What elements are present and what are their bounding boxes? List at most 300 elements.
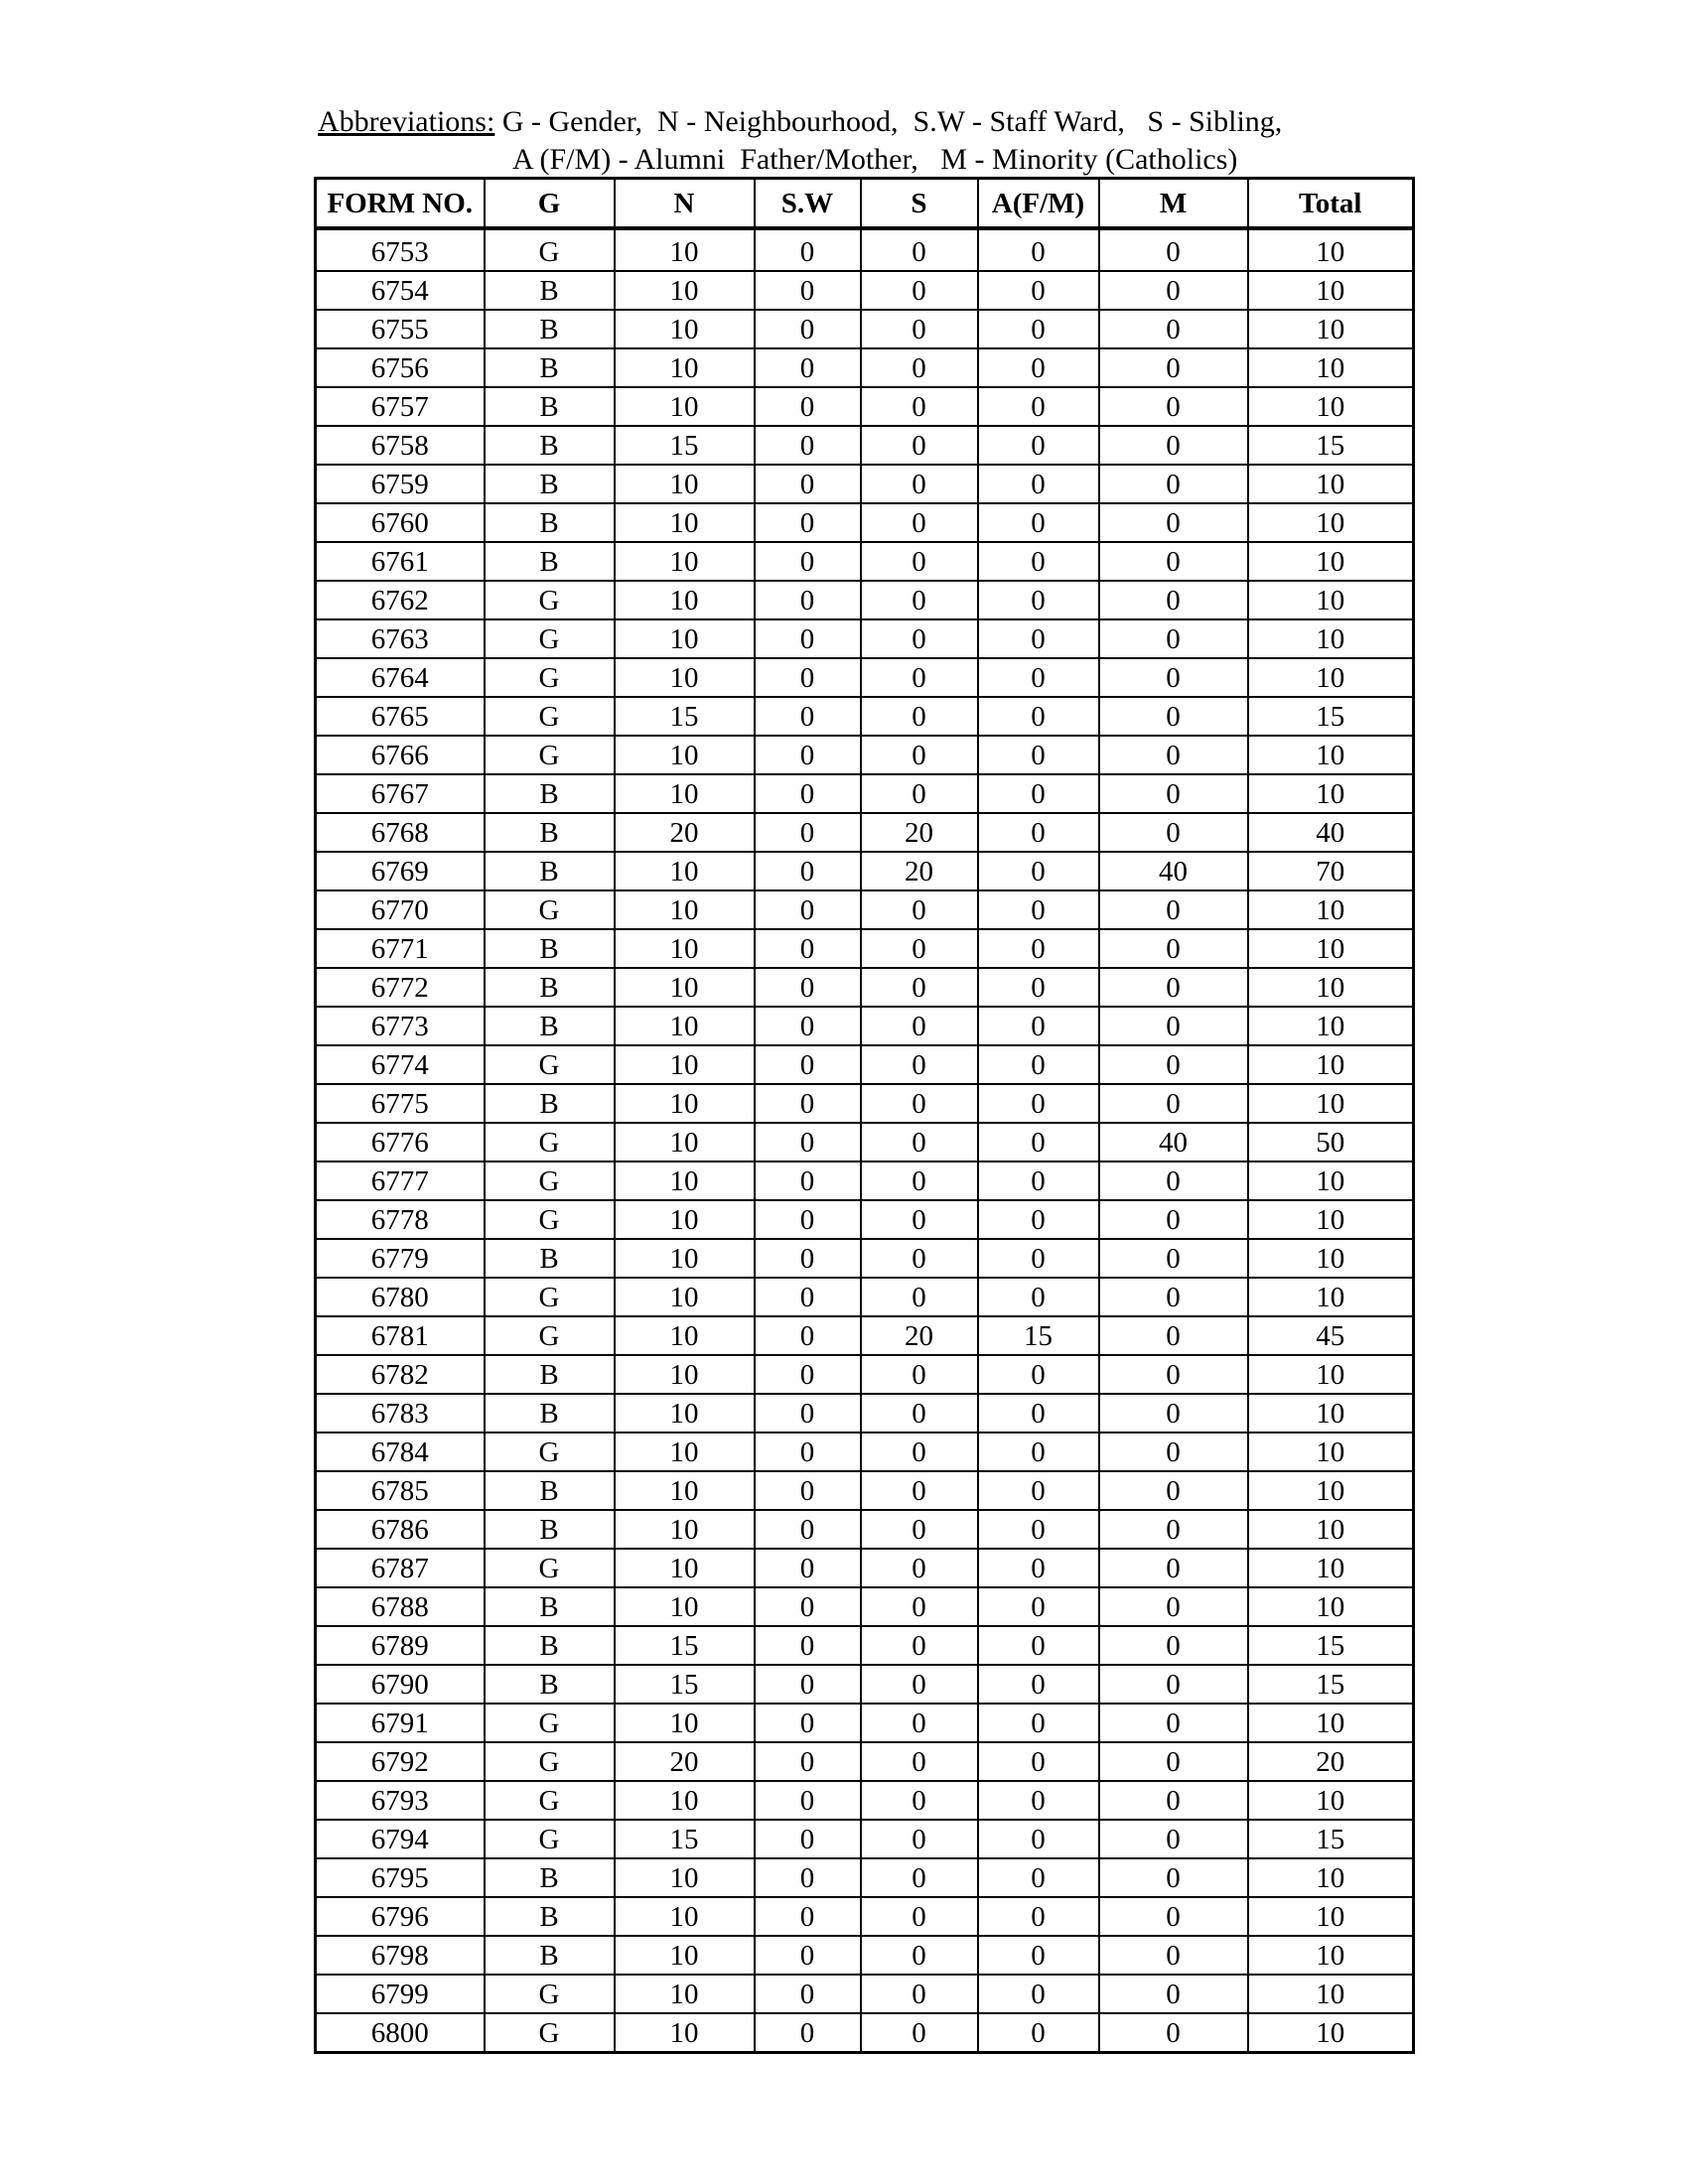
cell-form-no: 6799	[316, 1975, 485, 2013]
cell-neighbourhood: 10	[615, 2013, 755, 2053]
cell-alumni: 0	[978, 310, 1099, 348]
cell-minority: 0	[1099, 890, 1248, 929]
cell-alumni: 0	[978, 581, 1099, 619]
cell-sibling: 0	[861, 1781, 978, 1820]
cell-alumni: 0	[978, 228, 1099, 271]
cell-minority: 0	[1099, 619, 1248, 658]
cell-sibling: 20	[861, 813, 978, 852]
cell-total: 70	[1248, 852, 1414, 890]
cell-minority: 40	[1099, 852, 1248, 890]
cell-form-no: 6774	[316, 1045, 485, 1084]
cell-staff-ward: 0	[755, 852, 861, 890]
table-row	[316, 2013, 1414, 2053]
cell-gender: G	[485, 1433, 615, 1471]
cell-alumni: 0	[978, 619, 1099, 658]
table-row	[316, 774, 1414, 813]
cell-total: 10	[1248, 774, 1414, 813]
cell-staff-ward: 0	[755, 968, 861, 1007]
cell-neighbourhood: 10	[615, 1161, 755, 1200]
cell-gender: G	[485, 1975, 615, 2013]
cell-minority: 0	[1099, 426, 1248, 465]
cell-minority: 0	[1099, 736, 1248, 774]
cell-total: 10	[1248, 1897, 1414, 1936]
cell-form-no: 6759	[316, 465, 485, 503]
cell-minority: 0	[1099, 1936, 1248, 1975]
cell-total: 10	[1248, 465, 1414, 503]
cell-staff-ward: 0	[755, 1471, 861, 1510]
table-row	[316, 968, 1414, 1007]
header-minority: M	[1099, 179, 1248, 229]
table-row	[316, 697, 1414, 736]
table-body	[316, 228, 1414, 2053]
cell-staff-ward: 0	[755, 581, 861, 619]
cell-form-no: 6760	[316, 503, 485, 542]
cell-form-no: 6786	[316, 1510, 485, 1549]
cell-neighbourhood: 10	[615, 1007, 755, 1045]
cell-minority: 0	[1099, 1549, 1248, 1587]
table-row	[316, 1549, 1414, 1587]
cell-staff-ward: 0	[755, 619, 861, 658]
cell-gender: G	[485, 697, 615, 736]
cell-sibling: 0	[861, 619, 978, 658]
cell-sibling: 0	[861, 1549, 978, 1587]
cell-gender: B	[485, 1936, 615, 1975]
cell-form-no: 6754	[316, 271, 485, 310]
cell-total: 10	[1248, 890, 1414, 929]
cell-staff-ward: 0	[755, 1316, 861, 1355]
cell-sibling: 0	[861, 697, 978, 736]
cell-staff-ward: 0	[755, 1433, 861, 1471]
abbreviations-text-1: G - Gender, N - Neighbourhood, S.W - Staff Ward, S - Sibling,	[494, 105, 1283, 138]
cell-staff-ward: 0	[755, 1897, 861, 1936]
cell-form-no: 6761	[316, 542, 485, 581]
cell-alumni: 0	[978, 465, 1099, 503]
table-row	[316, 852, 1414, 890]
cell-sibling: 0	[861, 2013, 978, 2053]
cell-form-no: 6773	[316, 1007, 485, 1045]
cell-sibling: 0	[861, 1394, 978, 1433]
cell-total: 10	[1248, 1975, 1414, 2013]
cell-sibling: 20	[861, 1316, 978, 1355]
header-total: Total	[1248, 179, 1414, 229]
cell-total: 10	[1248, 1510, 1414, 1549]
cell-total: 10	[1248, 2013, 1414, 2053]
cell-neighbourhood: 10	[615, 1355, 755, 1394]
cell-neighbourhood: 10	[615, 1936, 755, 1975]
cell-gender: B	[485, 1355, 615, 1394]
cell-staff-ward: 0	[755, 1123, 861, 1161]
cell-sibling: 0	[861, 542, 978, 581]
cell-form-no: 6800	[316, 2013, 485, 2053]
cell-gender: B	[485, 1510, 615, 1549]
cell-minority: 0	[1099, 1278, 1248, 1316]
table-row	[316, 228, 1414, 271]
cell-alumni: 0	[978, 813, 1099, 852]
table-row	[316, 813, 1414, 852]
cell-minority: 0	[1099, 271, 1248, 310]
cell-neighbourhood: 10	[615, 1549, 755, 1587]
cell-total: 10	[1248, 542, 1414, 581]
cell-total: 10	[1248, 1936, 1414, 1975]
cell-form-no: 6791	[316, 1704, 485, 1742]
cell-total: 10	[1248, 581, 1414, 619]
cell-gender: B	[485, 348, 615, 387]
table-row	[316, 1742, 1414, 1781]
cell-gender: B	[485, 1007, 615, 1045]
cell-form-no: 6763	[316, 619, 485, 658]
table-row	[316, 619, 1414, 658]
cell-total: 15	[1248, 1820, 1414, 1858]
cell-gender: G	[485, 1704, 615, 1742]
cell-neighbourhood: 10	[615, 465, 755, 503]
cell-neighbourhood: 10	[615, 503, 755, 542]
table-row	[316, 1355, 1414, 1394]
cell-sibling: 0	[861, 774, 978, 813]
header-sibling: S	[861, 179, 978, 229]
cell-form-no: 6780	[316, 1278, 485, 1316]
cell-form-no: 6766	[316, 736, 485, 774]
cell-neighbourhood: 10	[615, 852, 755, 890]
cell-alumni: 0	[978, 1123, 1099, 1161]
table-row	[316, 310, 1414, 348]
cell-alumni: 0	[978, 271, 1099, 310]
cell-gender: B	[485, 426, 615, 465]
cell-gender: G	[485, 1161, 615, 1200]
cell-minority: 0	[1099, 1239, 1248, 1278]
cell-sibling: 20	[861, 852, 978, 890]
cell-sibling: 0	[861, 968, 978, 1007]
cell-staff-ward: 0	[755, 1510, 861, 1549]
cell-total: 10	[1248, 1045, 1414, 1084]
cell-staff-ward: 0	[755, 1200, 861, 1239]
cell-neighbourhood: 10	[615, 890, 755, 929]
cell-total: 10	[1248, 1355, 1414, 1394]
cell-alumni: 0	[978, 736, 1099, 774]
cell-gender: G	[485, 1781, 615, 1820]
cell-total: 15	[1248, 697, 1414, 736]
cell-total: 45	[1248, 1316, 1414, 1355]
cell-minority: 0	[1099, 503, 1248, 542]
cell-form-no: 6758	[316, 426, 485, 465]
cell-form-no: 6767	[316, 774, 485, 813]
cell-total: 15	[1248, 1626, 1414, 1665]
cell-form-no: 6788	[316, 1587, 485, 1626]
table-row	[316, 1316, 1414, 1355]
header-gender: G	[485, 179, 615, 229]
cell-gender: B	[485, 387, 615, 426]
cell-gender: G	[485, 1742, 615, 1781]
cell-gender: B	[485, 1471, 615, 1510]
cell-staff-ward: 0	[755, 228, 861, 271]
cell-minority: 40	[1099, 1123, 1248, 1161]
cell-minority: 0	[1099, 658, 1248, 697]
cell-minority: 0	[1099, 1316, 1248, 1355]
cell-neighbourhood: 10	[615, 1975, 755, 2013]
cell-form-no: 6796	[316, 1897, 485, 1936]
cell-sibling: 0	[861, 736, 978, 774]
cell-staff-ward: 0	[755, 465, 861, 503]
cell-staff-ward: 0	[755, 1239, 861, 1278]
cell-staff-ward: 0	[755, 658, 861, 697]
cell-alumni: 0	[978, 542, 1099, 581]
cell-total: 40	[1248, 813, 1414, 852]
cell-staff-ward: 0	[755, 1820, 861, 1858]
cell-total: 10	[1248, 1549, 1414, 1587]
cell-sibling: 0	[861, 228, 978, 271]
cell-form-no: 6781	[316, 1316, 485, 1355]
cell-alumni: 15	[978, 1316, 1099, 1355]
cell-gender: B	[485, 465, 615, 503]
cell-gender: B	[485, 1394, 615, 1433]
cell-neighbourhood: 10	[615, 1239, 755, 1278]
cell-alumni: 0	[978, 1742, 1099, 1781]
cell-sibling: 0	[861, 581, 978, 619]
cell-total: 10	[1248, 968, 1414, 1007]
cell-total: 10	[1248, 1587, 1414, 1626]
cell-neighbourhood: 10	[615, 1123, 755, 1161]
cell-minority: 0	[1099, 348, 1248, 387]
cell-neighbourhood: 15	[615, 426, 755, 465]
table-row	[316, 1704, 1414, 1742]
cell-staff-ward: 0	[755, 890, 861, 929]
cell-neighbourhood: 10	[615, 1858, 755, 1897]
cell-gender: B	[485, 1587, 615, 1626]
cell-neighbourhood: 10	[615, 1510, 755, 1549]
cell-staff-ward: 0	[755, 1665, 861, 1704]
cell-gender: B	[485, 852, 615, 890]
cell-total: 10	[1248, 1200, 1414, 1239]
cell-alumni: 0	[978, 1781, 1099, 1820]
cell-minority: 0	[1099, 1704, 1248, 1742]
cell-gender: G	[485, 1200, 615, 1239]
cell-neighbourhood: 10	[615, 1897, 755, 1936]
cell-alumni: 0	[978, 1200, 1099, 1239]
cell-staff-ward: 0	[755, 813, 861, 852]
cell-neighbourhood: 10	[615, 1084, 755, 1123]
cell-form-no: 6787	[316, 1549, 485, 1587]
header-form-no: FORM NO.	[316, 179, 485, 229]
header-alumni: A(F/M)	[978, 179, 1099, 229]
cell-neighbourhood: 10	[615, 348, 755, 387]
cell-alumni: 0	[978, 1433, 1099, 1471]
cell-sibling: 0	[861, 658, 978, 697]
header-staff-ward: S.W	[755, 179, 861, 229]
cell-total: 10	[1248, 1007, 1414, 1045]
table-row	[316, 426, 1414, 465]
cell-sibling: 0	[861, 929, 978, 968]
cell-minority: 0	[1099, 387, 1248, 426]
cell-minority: 0	[1099, 1742, 1248, 1781]
cell-gender: B	[485, 271, 615, 310]
cell-form-no: 6771	[316, 929, 485, 968]
cell-gender: B	[485, 929, 615, 968]
table-row	[316, 1975, 1414, 2013]
cell-form-no: 6782	[316, 1355, 485, 1394]
cell-alumni: 0	[978, 387, 1099, 426]
cell-sibling: 0	[861, 1123, 978, 1161]
cell-gender: B	[485, 1084, 615, 1123]
table-row	[316, 1084, 1414, 1123]
cell-alumni: 0	[978, 1975, 1099, 2013]
cell-staff-ward: 0	[755, 1975, 861, 2013]
cell-form-no: 6798	[316, 1936, 485, 1975]
cell-form-no: 6790	[316, 1665, 485, 1704]
cell-gender: B	[485, 1626, 615, 1665]
cell-form-no: 6776	[316, 1123, 485, 1161]
cell-neighbourhood: 10	[615, 1200, 755, 1239]
cell-sibling: 0	[861, 1665, 978, 1704]
cell-staff-ward: 0	[755, 1587, 861, 1626]
cell-staff-ward: 0	[755, 1704, 861, 1742]
cell-gender: B	[485, 503, 615, 542]
abbreviations-legend	[318, 103, 1430, 179]
cell-alumni: 0	[978, 1665, 1099, 1704]
cell-sibling: 0	[861, 1975, 978, 2013]
cell-sibling: 0	[861, 1161, 978, 1200]
cell-gender: G	[485, 1316, 615, 1355]
cell-sibling: 0	[861, 465, 978, 503]
cell-minority: 0	[1099, 465, 1248, 503]
table-row	[316, 387, 1414, 426]
cell-gender: G	[485, 619, 615, 658]
cell-total: 20	[1248, 1742, 1414, 1781]
cell-minority: 0	[1099, 581, 1248, 619]
cell-sibling: 0	[861, 271, 978, 310]
cell-minority: 0	[1099, 542, 1248, 581]
table-row	[316, 1433, 1414, 1471]
cell-total: 15	[1248, 1665, 1414, 1704]
cell-staff-ward: 0	[755, 1084, 861, 1123]
cell-form-no: 6755	[316, 310, 485, 348]
cell-minority: 0	[1099, 774, 1248, 813]
cell-sibling: 0	[861, 1704, 978, 1742]
cell-total: 10	[1248, 228, 1414, 271]
cell-total: 10	[1248, 1433, 1414, 1471]
cell-alumni: 0	[978, 1510, 1099, 1549]
cell-gender: G	[485, 1549, 615, 1587]
cell-form-no: 6756	[316, 348, 485, 387]
cell-sibling: 0	[861, 1007, 978, 1045]
cell-alumni: 0	[978, 929, 1099, 968]
cell-alumni: 0	[978, 426, 1099, 465]
cell-neighbourhood: 10	[615, 1394, 755, 1433]
cell-sibling: 0	[861, 1858, 978, 1897]
cell-total: 10	[1248, 1858, 1414, 1897]
cell-sibling: 0	[861, 890, 978, 929]
cell-sibling: 0	[861, 1587, 978, 1626]
table-row	[316, 1936, 1414, 1975]
cell-staff-ward: 0	[755, 1394, 861, 1433]
cell-total: 10	[1248, 1239, 1414, 1278]
cell-alumni: 0	[978, 890, 1099, 929]
cell-neighbourhood: 10	[615, 968, 755, 1007]
cell-sibling: 0	[861, 1936, 978, 1975]
cell-neighbourhood: 20	[615, 813, 755, 852]
cell-minority: 0	[1099, 697, 1248, 736]
table-row	[316, 1471, 1414, 1510]
cell-neighbourhood: 10	[615, 581, 755, 619]
cell-form-no: 6777	[316, 1161, 485, 1200]
cell-minority: 0	[1099, 1084, 1248, 1123]
cell-sibling: 0	[861, 348, 978, 387]
cell-minority: 0	[1099, 1587, 1248, 1626]
cell-staff-ward: 0	[755, 929, 861, 968]
cell-total: 10	[1248, 658, 1414, 697]
cell-gender: G	[485, 2013, 615, 2053]
abbreviations-text-2: A (F/M) - Alumni Father/Mother, M - Minority (Catholics)	[512, 143, 1238, 176]
table-row	[316, 1626, 1414, 1665]
cell-form-no: 6772	[316, 968, 485, 1007]
cell-gender: B	[485, 310, 615, 348]
cell-sibling: 0	[861, 310, 978, 348]
cell-gender: G	[485, 1123, 615, 1161]
cell-neighbourhood: 10	[615, 1704, 755, 1742]
table-row	[316, 1665, 1414, 1704]
cell-alumni: 0	[978, 1936, 1099, 1975]
cell-form-no: 6784	[316, 1433, 485, 1471]
cell-neighbourhood: 10	[615, 929, 755, 968]
cell-gender: G	[485, 1278, 615, 1316]
cell-form-no: 6793	[316, 1781, 485, 1820]
cell-alumni: 0	[978, 2013, 1099, 2053]
cell-neighbourhood: 10	[615, 774, 755, 813]
header-neighbourhood: N	[615, 179, 755, 229]
cell-staff-ward: 0	[755, 426, 861, 465]
cell-gender: B	[485, 1897, 615, 1936]
table-row	[316, 271, 1414, 310]
cell-form-no: 6753	[316, 228, 485, 271]
cell-sibling: 0	[861, 503, 978, 542]
cell-minority: 0	[1099, 228, 1248, 271]
table-row	[316, 929, 1414, 968]
cell-minority: 0	[1099, 310, 1248, 348]
abbreviations-line-1	[318, 103, 1430, 141]
cell-minority: 0	[1099, 1510, 1248, 1549]
table-row	[316, 348, 1414, 387]
cell-form-no: 6762	[316, 581, 485, 619]
cell-total: 10	[1248, 271, 1414, 310]
cell-total: 10	[1248, 1781, 1414, 1820]
cell-gender: B	[485, 813, 615, 852]
cell-alumni: 0	[978, 1820, 1099, 1858]
cell-sibling: 0	[861, 1045, 978, 1084]
cell-form-no: 6792	[316, 1742, 485, 1781]
cell-form-no: 6770	[316, 890, 485, 929]
cell-minority: 0	[1099, 929, 1248, 968]
cell-form-no: 6764	[316, 658, 485, 697]
cell-minority: 0	[1099, 1858, 1248, 1897]
cell-staff-ward: 0	[755, 774, 861, 813]
cell-staff-ward: 0	[755, 542, 861, 581]
cell-form-no: 6757	[316, 387, 485, 426]
cell-staff-ward: 0	[755, 1626, 861, 1665]
cell-neighbourhood: 10	[615, 310, 755, 348]
cell-total: 10	[1248, 503, 1414, 542]
cell-staff-ward: 0	[755, 1007, 861, 1045]
cell-total: 10	[1248, 1704, 1414, 1742]
cell-neighbourhood: 10	[615, 1045, 755, 1084]
cell-alumni: 0	[978, 1084, 1099, 1123]
cell-sibling: 0	[861, 1084, 978, 1123]
table-row	[316, 1897, 1414, 1936]
cell-minority: 0	[1099, 1820, 1248, 1858]
table-row	[316, 1123, 1414, 1161]
table-row	[316, 1510, 1414, 1549]
cell-staff-ward: 0	[755, 1045, 861, 1084]
cell-sibling: 0	[861, 387, 978, 426]
cell-alumni: 0	[978, 1355, 1099, 1394]
cell-staff-ward: 0	[755, 1549, 861, 1587]
